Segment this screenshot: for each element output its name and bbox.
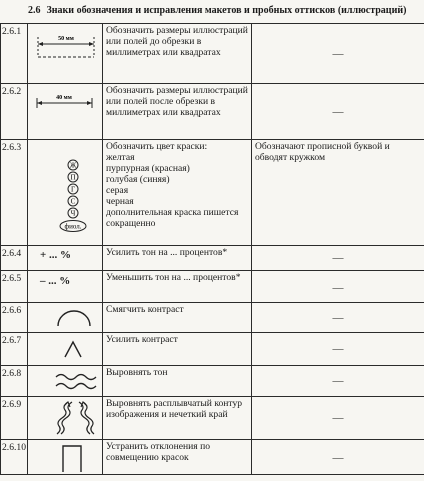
color-item: черная [106, 196, 134, 207]
row-description: Выровнять тон [103, 366, 252, 397]
dimension-label: 40 мм [56, 95, 72, 101]
color-letter: П [70, 173, 76, 182]
row-note [252, 24, 424, 84]
plus-percent-icon: + ... % [40, 249, 72, 261]
row-number: 2.6.6 [1, 303, 28, 333]
row-note [252, 333, 424, 366]
table-row [1, 140, 424, 246]
symbols-table [0, 23, 424, 475]
table-row [1, 397, 424, 440]
color-symbols [28, 140, 103, 246]
row-number: 2.6.7 [1, 333, 28, 366]
section-title: Знаки обозначения и исправления макетов и пробных оттисков (иллюстраций) [46, 5, 407, 16]
row-number: 2.6.3 [1, 140, 28, 246]
symbol-cell [28, 397, 103, 440]
row-note [252, 84, 424, 140]
note-dash: — [332, 48, 344, 60]
note-dash: — [332, 343, 344, 355]
row-description: Обозначить размеры иллюстраций или полей после обрезки в миллиметрах или квадратах [103, 84, 252, 140]
symbol-cell [28, 333, 103, 366]
double-wave-icon [28, 366, 103, 397]
color-letter: фиол. [64, 222, 82, 231]
wavy-brackets-icon [28, 397, 103, 440]
note-dash: — [332, 452, 344, 464]
row-number: 2.6.4 [1, 246, 28, 271]
color-letter: Ч [70, 209, 76, 218]
note-dash: — [332, 106, 344, 118]
row-description: Усилить тон на ... процентов* [103, 246, 252, 271]
table-row [1, 440, 424, 475]
minus-percent-icon: – ... % [40, 275, 71, 287]
table-row [1, 24, 424, 84]
color-letter: Ж [69, 161, 77, 170]
row-number: 2.6.5 [1, 271, 28, 303]
table-row [1, 246, 424, 271]
symbol-cell [28, 440, 103, 475]
dimension-arrow-icon [28, 84, 103, 140]
section-heading [28, 5, 406, 16]
color-letter: Г [70, 185, 76, 194]
row-description: Усилить контраст [103, 333, 252, 366]
table-row [1, 84, 424, 140]
row-description: Обозначить размеры иллюстраций или полей до обрезки в миллиметрах или квадратах [103, 24, 252, 84]
note-dash: — [332, 252, 344, 264]
dimension-symbol [28, 24, 103, 84]
table-row [1, 271, 424, 303]
dimension-symbol [28, 84, 103, 140]
row-note [252, 397, 424, 440]
color-item: дополнительная краска пишется сокращенно [106, 207, 239, 229]
row-description: Выровнять расплывчатый контур изображения и нечеткий край [103, 397, 252, 440]
row-note [252, 303, 424, 333]
table-row [1, 366, 424, 397]
note-dash: — [332, 312, 344, 324]
row-description: Смягчить контраст [103, 303, 252, 333]
row-number: 2.6.1 [1, 24, 28, 84]
section-number: 2.6 [28, 5, 41, 16]
row-description [103, 140, 252, 246]
row-number: 2.6.10 [1, 440, 28, 475]
note-dash: — [332, 375, 344, 387]
row-note: Обозначают прописной буквой и обводят кружком [252, 140, 424, 246]
note-dash: — [332, 412, 344, 424]
color-list-title: Обозначить цвет краски: [106, 141, 208, 152]
tone-symbol [28, 246, 103, 271]
row-description: Уменьшить тон на ... процентов* [103, 271, 252, 303]
color-list [106, 152, 249, 229]
tone-symbol [28, 271, 103, 303]
caret-up-icon [28, 333, 103, 366]
row-note [252, 440, 424, 475]
color-letter: С [70, 197, 76, 206]
color-item: серая [106, 185, 129, 196]
symbol-cell [28, 303, 103, 333]
color-item: пурпурная (красная) [106, 163, 190, 174]
row-number: 2.6.2 [1, 84, 28, 140]
row-number: 2.6.8 [1, 366, 28, 397]
row-note [252, 366, 424, 397]
row-description: Устранить отклонения по совмещению красок [103, 440, 252, 475]
table-row [1, 303, 424, 333]
dimension-label: 50 мм [58, 36, 74, 42]
symbol-cell [28, 366, 103, 397]
row-number: 2.6.9 [1, 397, 28, 440]
note-dash: — [332, 282, 344, 294]
color-circles-icon [28, 140, 103, 246]
row-note [252, 246, 424, 271]
row-note [252, 271, 424, 303]
color-item: голубая (синяя) [106, 174, 170, 185]
arc-soften-icon [28, 303, 103, 333]
table-row [1, 333, 424, 366]
bracket-frame-icon [28, 440, 103, 475]
color-item: желтая [106, 152, 135, 163]
dimension-arrow-icon [28, 24, 103, 84]
